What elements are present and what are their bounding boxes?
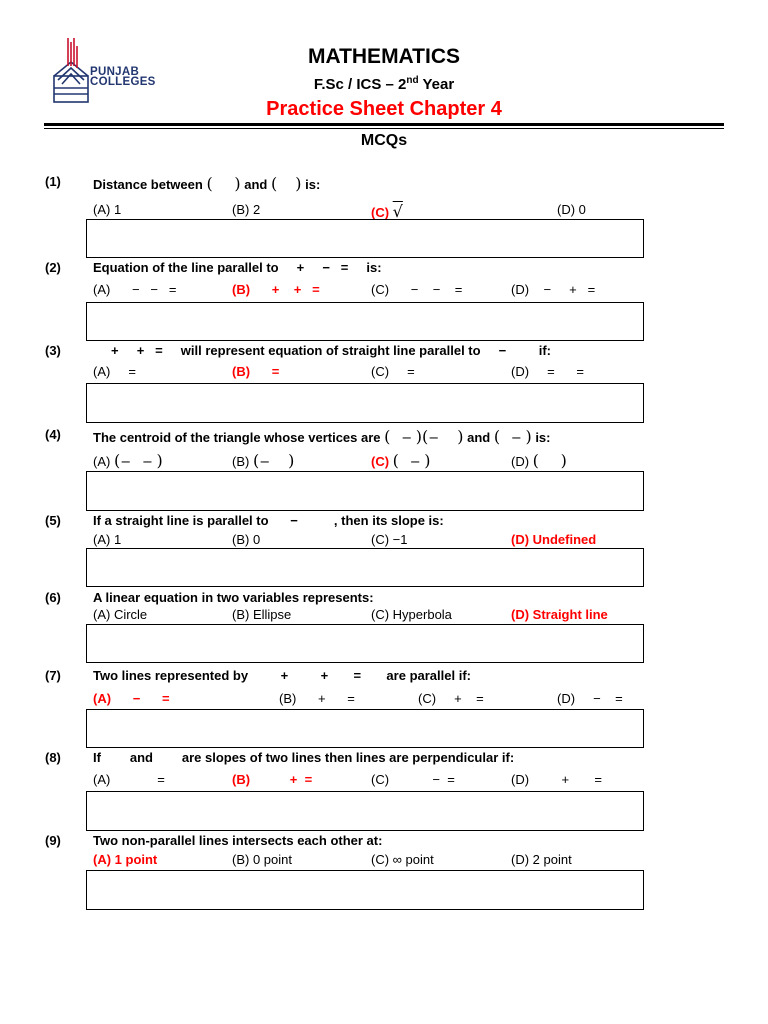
option-c: (C) − = bbox=[371, 772, 455, 787]
right-paren: ) bbox=[457, 427, 464, 446]
option-c: (C) − − = bbox=[371, 282, 463, 297]
left-paren: ( bbox=[270, 174, 278, 193]
question-text-part: and bbox=[240, 177, 271, 192]
right-paren: ) bbox=[525, 427, 532, 446]
option-a: (A) 1 bbox=[93, 532, 122, 547]
minus-sign: − bbox=[401, 431, 413, 446]
question-number: (1) bbox=[45, 174, 61, 189]
right-paren: ) bbox=[424, 451, 431, 470]
option-d: (D) = = bbox=[511, 364, 584, 379]
left-paren: ( bbox=[384, 427, 391, 446]
answer-box[interactable] bbox=[86, 548, 644, 587]
option-c: (C) −1 bbox=[371, 532, 408, 547]
option-d: (D) 0 bbox=[557, 202, 586, 217]
answer-box[interactable] bbox=[86, 219, 644, 258]
question-text: A linear equation in two variables represents: bbox=[93, 590, 374, 605]
minus-sign: − bbox=[259, 455, 271, 470]
question-text bbox=[93, 174, 320, 193]
option-b-correct: (B) + = bbox=[232, 772, 313, 787]
logo-text-line2: COLLEGES bbox=[90, 76, 156, 88]
left-paren: ( bbox=[493, 427, 501, 446]
option-b-correct: (B) + + = bbox=[232, 282, 320, 297]
question-number: (4) bbox=[45, 427, 61, 442]
option-b: (B) + = bbox=[279, 691, 355, 706]
option-d bbox=[511, 451, 567, 470]
right-paren: ) bbox=[156, 451, 163, 470]
option-a: (A) = bbox=[93, 772, 165, 787]
right-paren: ) bbox=[415, 427, 423, 446]
option-a-correct: (A) 1 point bbox=[93, 852, 158, 867]
question-text-part: is: bbox=[301, 177, 321, 192]
option-b: (B) Ellipse bbox=[232, 607, 292, 622]
class-title bbox=[0, 75, 768, 93]
option-b-label: (B) bbox=[232, 454, 253, 469]
question-text-part: The centroid of the triangle whose vertices are bbox=[93, 430, 385, 445]
answer-box[interactable] bbox=[86, 624, 644, 663]
right-paren: ) bbox=[288, 451, 295, 470]
minus-sign: − bbox=[409, 455, 421, 470]
right-paren: ) bbox=[295, 174, 302, 193]
logo-text-line1: PUNJAB bbox=[90, 66, 140, 78]
option-a: (A) 1 bbox=[93, 202, 122, 217]
option-b bbox=[232, 451, 294, 470]
option-b: (B) 2 bbox=[232, 202, 261, 217]
header-rule-thick bbox=[44, 123, 724, 126]
answer-box[interactable] bbox=[86, 383, 644, 423]
left-paren: ( bbox=[422, 427, 429, 446]
option-a-label: (A) bbox=[93, 454, 114, 469]
answer-box[interactable] bbox=[86, 791, 644, 831]
option-b-correct: (B) = bbox=[232, 364, 280, 379]
question-text-part: is: bbox=[531, 430, 551, 445]
question-text: Equation of the line parallel to + − = is: bbox=[93, 260, 382, 275]
question-number: (3) bbox=[45, 343, 61, 358]
option-a: (A) Circle bbox=[93, 607, 148, 622]
question-number: (8) bbox=[45, 750, 61, 765]
question-number: (2) bbox=[45, 260, 61, 275]
section-title: MCQs bbox=[360, 132, 408, 149]
sqrt-icon: √ bbox=[392, 202, 403, 221]
option-c-label: (C) bbox=[371, 454, 393, 469]
option-d-label: (D) bbox=[511, 454, 533, 469]
class-suffix: Year bbox=[418, 76, 455, 93]
question-text bbox=[93, 427, 551, 446]
option-c: (C) ∞ point bbox=[371, 852, 434, 867]
question-number: (6) bbox=[45, 590, 61, 605]
left-paren: ( bbox=[252, 451, 260, 470]
page-header bbox=[0, 0, 768, 149]
option-a bbox=[93, 451, 163, 470]
option-d-correct: (D) Straight line bbox=[511, 607, 608, 622]
answer-box[interactable] bbox=[86, 870, 644, 910]
class-sup: nd bbox=[406, 75, 419, 86]
option-d-correct: (D) Undefined bbox=[511, 532, 597, 547]
left-paren: ( bbox=[392, 451, 399, 470]
subject-title: MATHEMATICS bbox=[307, 45, 461, 68]
option-d: (D) + = bbox=[511, 772, 603, 787]
option-a: (A) − − = bbox=[93, 282, 177, 297]
question-text-part: and bbox=[463, 430, 494, 445]
option-d: (D) − + = bbox=[511, 282, 596, 297]
class-prefix: F.Sc / ICS – 2 bbox=[313, 76, 407, 93]
option-c: (C) Hyperbola bbox=[371, 607, 452, 622]
question-text: + + = will represent equation of straight line parallel to − if: bbox=[93, 343, 551, 358]
option-b: (B) 0 bbox=[232, 532, 261, 547]
question-text: If a straight line is parallel to − , then its slope is: bbox=[93, 513, 444, 528]
question-number: (7) bbox=[45, 668, 61, 683]
question-text: Two lines represented by + + = are parallel if: bbox=[93, 668, 471, 683]
right-paren: ) bbox=[234, 174, 241, 193]
question-text: Two non-parallel lines intersects each other at: bbox=[93, 833, 383, 848]
question-number: (9) bbox=[45, 833, 61, 848]
left-paren: ( bbox=[113, 451, 121, 470]
option-a: (A) = bbox=[93, 364, 136, 379]
question-text-part: Distance between bbox=[93, 177, 207, 192]
option-c: (C) = bbox=[371, 364, 415, 379]
option-c-correct bbox=[371, 451, 431, 470]
sheet-title: Practice Sheet Chapter 4 bbox=[266, 98, 502, 120]
answer-box[interactable] bbox=[86, 709, 644, 748]
left-paren: ( bbox=[206, 174, 213, 193]
answer-box[interactable] bbox=[86, 471, 644, 511]
left-paren: ( bbox=[532, 451, 539, 470]
question-number: (5) bbox=[45, 513, 61, 528]
minus-sign: − bbox=[120, 455, 132, 470]
minus-sign: − bbox=[510, 431, 522, 446]
header-rule-thin bbox=[44, 128, 724, 129]
option-d: (D) − = bbox=[557, 691, 623, 706]
right-paren: ) bbox=[560, 451, 567, 470]
option-d: (D) 2 point bbox=[511, 852, 572, 867]
option-c: (C) + = bbox=[418, 691, 484, 706]
option-b: (B) 0 point bbox=[232, 852, 292, 867]
minus-sign: − bbox=[428, 431, 440, 446]
option-a-correct: (A) − = bbox=[93, 691, 170, 706]
answer-box[interactable] bbox=[86, 302, 644, 341]
option-c-label: (C) bbox=[371, 205, 393, 220]
question-text: If and are slopes of two lines then lines are perpendicular if: bbox=[93, 750, 515, 765]
minus-sign: − bbox=[141, 455, 153, 470]
